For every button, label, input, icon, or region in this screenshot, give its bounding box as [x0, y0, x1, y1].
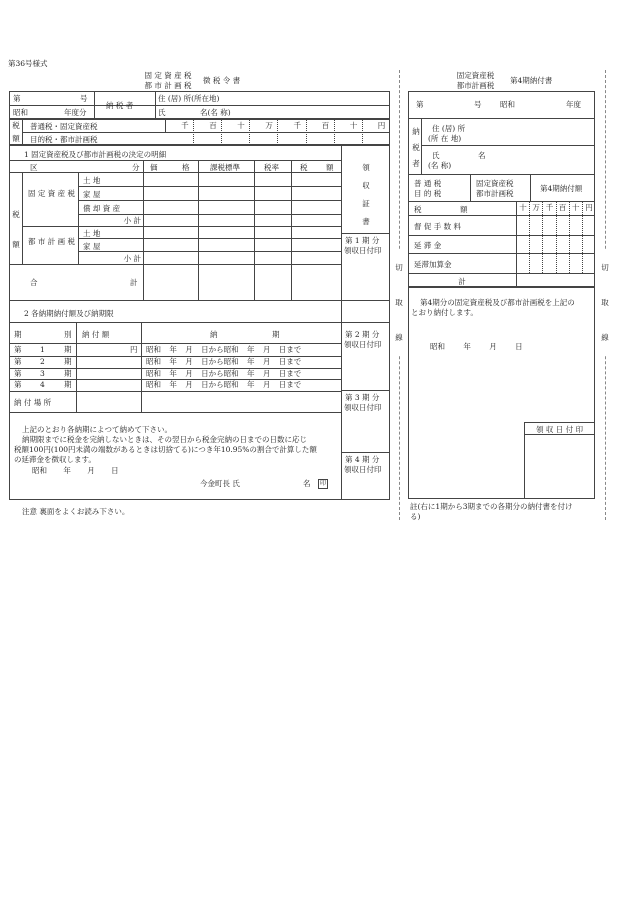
slip-number-suffix: 号 — [474, 100, 482, 109]
mayor-suffix: 名 — [303, 479, 311, 488]
slip-unit-divider — [542, 201, 543, 273]
notice-line2: 納期限までに税金を完納しないときは、その翌日から税金完納の日までの日数に応じ — [22, 435, 307, 444]
slip-tax-type2: 目 的 税 — [414, 189, 442, 198]
cut-line-left-label: 切取線 — [394, 250, 404, 355]
receipt-stamp-4: 領収日付印 — [344, 465, 382, 474]
col-category-suffix: 分 — [132, 163, 140, 172]
footer-note: 注意 裏面をよくお読み下さい。 — [22, 507, 130, 516]
slip-period-amount: 第4期納付額 — [540, 184, 583, 193]
city-group-label: 都 市 計 画 税 — [28, 237, 76, 246]
seal-icon: 印 — [319, 480, 326, 487]
place-label: 納 付 場 所 — [14, 398, 52, 407]
slip-tax-name1: 固定資産税 — [476, 179, 514, 188]
tax-unit-6: 十 — [349, 121, 358, 130]
tax-unit-divider — [306, 119, 307, 145]
col-pay-amount: 納 付 額 — [82, 330, 110, 339]
period-row-suffix: 期 — [64, 369, 72, 378]
period-row-divider — [9, 368, 341, 369]
slip-note-line2: る) — [410, 512, 421, 521]
col-due: 納 — [210, 330, 218, 339]
receipt-period-3: 第 3 期 分 — [345, 393, 380, 402]
era-label: 昭和 — [13, 108, 28, 117]
tax-row1: 普通税・固定資産税 — [30, 122, 98, 131]
slip-statement-line2: とおり納付します。 — [411, 308, 478, 317]
name-label: 氏 — [158, 108, 166, 117]
city-item-land: 土 地 — [83, 229, 101, 238]
receipt-period-4: 第 4 期 分 — [345, 455, 380, 464]
slip-unit-divider — [569, 201, 570, 273]
tax-unit-2: 十 — [237, 121, 245, 130]
col-category: 区 — [30, 163, 38, 172]
col-base: 課税標準 — [210, 163, 240, 172]
mayor-label: 今金町長 氏 — [200, 479, 240, 488]
period-row-due: 昭和 年 月 日から昭和 年 月 日まで — [146, 380, 302, 389]
period-row-number: 1 — [40, 345, 45, 354]
tax-unit-divider — [221, 119, 222, 145]
total-suffix: 計 — [130, 278, 138, 287]
fixed-item-land: 土 地 — [83, 176, 101, 185]
period-row-label: 第 — [14, 345, 22, 354]
tax-unit-0: 千 — [181, 121, 189, 130]
slip-unit-divider — [529, 201, 530, 273]
title-line2: 都 市 計 画 税 — [144, 81, 192, 90]
slip-tax-label: 税 — [414, 205, 422, 214]
receipt-stamp-1: 領収日付印 — [344, 246, 382, 255]
receipt-stamp-3: 領収日付印 — [344, 403, 382, 412]
slip-tax-type1: 普 通 税 — [414, 179, 442, 188]
slip-unit-1: 万 — [532, 203, 540, 212]
slip-stamp-label: 領 収 日 付 印 — [535, 425, 584, 434]
tax-unit-1: 百 — [209, 121, 217, 130]
col-price-suffix: 格 — [182, 163, 190, 172]
slip-era-label: 昭和 — [500, 100, 515, 109]
slip-unit-0: 十 — [519, 203, 527, 212]
fixed-item-depreciable: 償 却 資 産 — [83, 204, 121, 213]
address-label: 住 (居) 所(所在地) — [158, 94, 220, 103]
receipt-period-1: 第 1 期 分 — [345, 236, 380, 245]
slip-statement-line1: 第4期分の固定資産税及び都市計画税を上記の — [420, 298, 575, 307]
notice-line1: 上記のとおり各納期によつて納めて下さい。 — [22, 425, 172, 434]
notice-line3: 税額100円(100円未満の端数があるときは切捨てる)につき年10.95%の割合で計算した額 — [14, 445, 317, 454]
tax-unit-3: 万 — [265, 121, 273, 130]
col-amount: 税 — [300, 163, 308, 172]
period-row-suffix: 期 — [64, 345, 72, 354]
col-rate: 税率 — [264, 163, 279, 172]
slip-tax-suffix: 額 — [460, 205, 468, 214]
fixed-item-subtotal: 小 計 — [123, 216, 141, 225]
number-suffix: 号 — [80, 94, 88, 103]
period-row-label: 第 — [14, 369, 22, 378]
slip-tax-name2: 都市計画税 — [476, 189, 514, 198]
slip-payer-label: 納税者 — [412, 127, 420, 168]
receipt-title: 領収証書 — [362, 163, 370, 226]
slip-address-sub: (所 在 地) — [428, 134, 462, 143]
slip-title-line1: 固定資産税 — [456, 71, 495, 80]
period-row-suffix: 期 — [64, 357, 72, 366]
slip-unit-4: 十 — [572, 203, 580, 212]
slip-unit-divider — [582, 201, 583, 273]
slip-name-sub: (名 称) — [428, 161, 452, 170]
tax-amount-label: 税額 — [12, 121, 20, 143]
receipt-period-2: 第 2 期 分 — [345, 330, 380, 339]
tax-unit-divider — [249, 119, 250, 145]
col-price: 価 — [150, 163, 158, 172]
payer-label: 納 税 者 — [106, 101, 134, 110]
period-row-due: 昭和 年 月 日から昭和 年 月 日まで — [146, 345, 302, 354]
period-row-number: 3 — [40, 369, 45, 378]
tax-unit-4: 千 — [293, 121, 301, 130]
number-label: 第 — [13, 94, 21, 103]
slip-note-line1: 註(右に1期から3期までの各期分の納付書を付け — [410, 502, 573, 511]
tax-unit-5: 百 — [321, 121, 330, 130]
period-row-suffix: 期 — [64, 380, 72, 389]
period-row-yen: 円 — [130, 345, 138, 354]
name-suffix: 名(名 称) — [200, 108, 231, 117]
slip-unit-5: 円 — [585, 203, 593, 212]
col-period: 期 — [14, 330, 22, 339]
form-number: 第36号様式 — [8, 59, 48, 68]
tax-unit-divider — [362, 119, 363, 145]
period-row-due: 昭和 年 月 日から昭和 年 月 日まで — [146, 369, 302, 378]
fixed-item-house: 家 屋 — [83, 190, 101, 199]
period-row-label: 第 — [14, 380, 22, 389]
year-label: 年度分 — [64, 108, 87, 117]
period-row-number: 4 — [40, 380, 45, 389]
tax-unit-divider — [334, 119, 335, 145]
section2-title: 2 各納期納付額及び納期限 — [24, 309, 114, 318]
side-tax-label: 税額 — [12, 210, 20, 249]
slip-year-label: 年度 — [566, 100, 581, 109]
slip-title-suffix: 第4期納付書 — [510, 76, 553, 85]
slip-late-add-label: 延滞加算金 — [414, 260, 452, 269]
slip-unit-divider — [556, 201, 557, 273]
slip-name-label: 氏 — [432, 151, 440, 160]
slip-late-label: 延 滞 金 — [414, 241, 442, 250]
title-line1: 固 定 資 産 税 — [144, 71, 192, 80]
seal-mark — [318, 478, 328, 489]
slip-total-label: 計 — [458, 277, 466, 286]
cut-line-right-label: 切取線 — [600, 250, 610, 355]
notice-date: 昭和 年 月 日 — [32, 466, 119, 475]
period-row-label: 第 — [14, 357, 22, 366]
slip-date: 昭和 年 月 日 — [430, 342, 523, 351]
tax-unit-divider — [277, 119, 278, 145]
col-amount-suffix: 額 — [326, 163, 334, 172]
city-item-subtotal: 小 計 — [123, 254, 141, 263]
period-row-divider — [9, 356, 341, 357]
receipt-stamp-2: 領収日付印 — [344, 340, 382, 349]
slip-unit-2: 千 — [545, 203, 554, 212]
total-label: 合 — [30, 278, 38, 287]
fixed-group-label: 固 定 資 産 税 — [28, 189, 76, 198]
period-row-number: 2 — [40, 357, 45, 366]
period-row-divider — [9, 379, 341, 380]
slip-number-label: 第 — [416, 100, 424, 109]
notice-line4: の延滞金を徴収します。 — [14, 455, 96, 464]
slip-name-suffix: 名 — [478, 151, 486, 160]
city-item-house: 家 屋 — [83, 242, 101, 251]
slip-unit-3: 百 — [558, 203, 567, 212]
period-row-due: 昭和 年 月 日から昭和 年 月 日まで — [146, 357, 302, 366]
tax-unit-divider — [193, 119, 194, 145]
slip-address-label: 住 (居) 所 — [432, 124, 466, 133]
col-period-suffix: 別 — [64, 330, 72, 339]
slip-fee-label: 督 促 手 数 料 — [414, 222, 462, 231]
slip-title-line2: 都市計画税 — [456, 81, 495, 90]
title-suffix: 徴 税 令 書 — [203, 76, 241, 85]
tax-row2: 目的税・都市計画税 — [30, 135, 98, 144]
tax-unit-7: 円 — [377, 121, 386, 130]
col-due-suffix: 期 — [272, 330, 280, 339]
section1-title: 1 固定資産税及び都市計画税の決定の明細 — [24, 150, 167, 159]
